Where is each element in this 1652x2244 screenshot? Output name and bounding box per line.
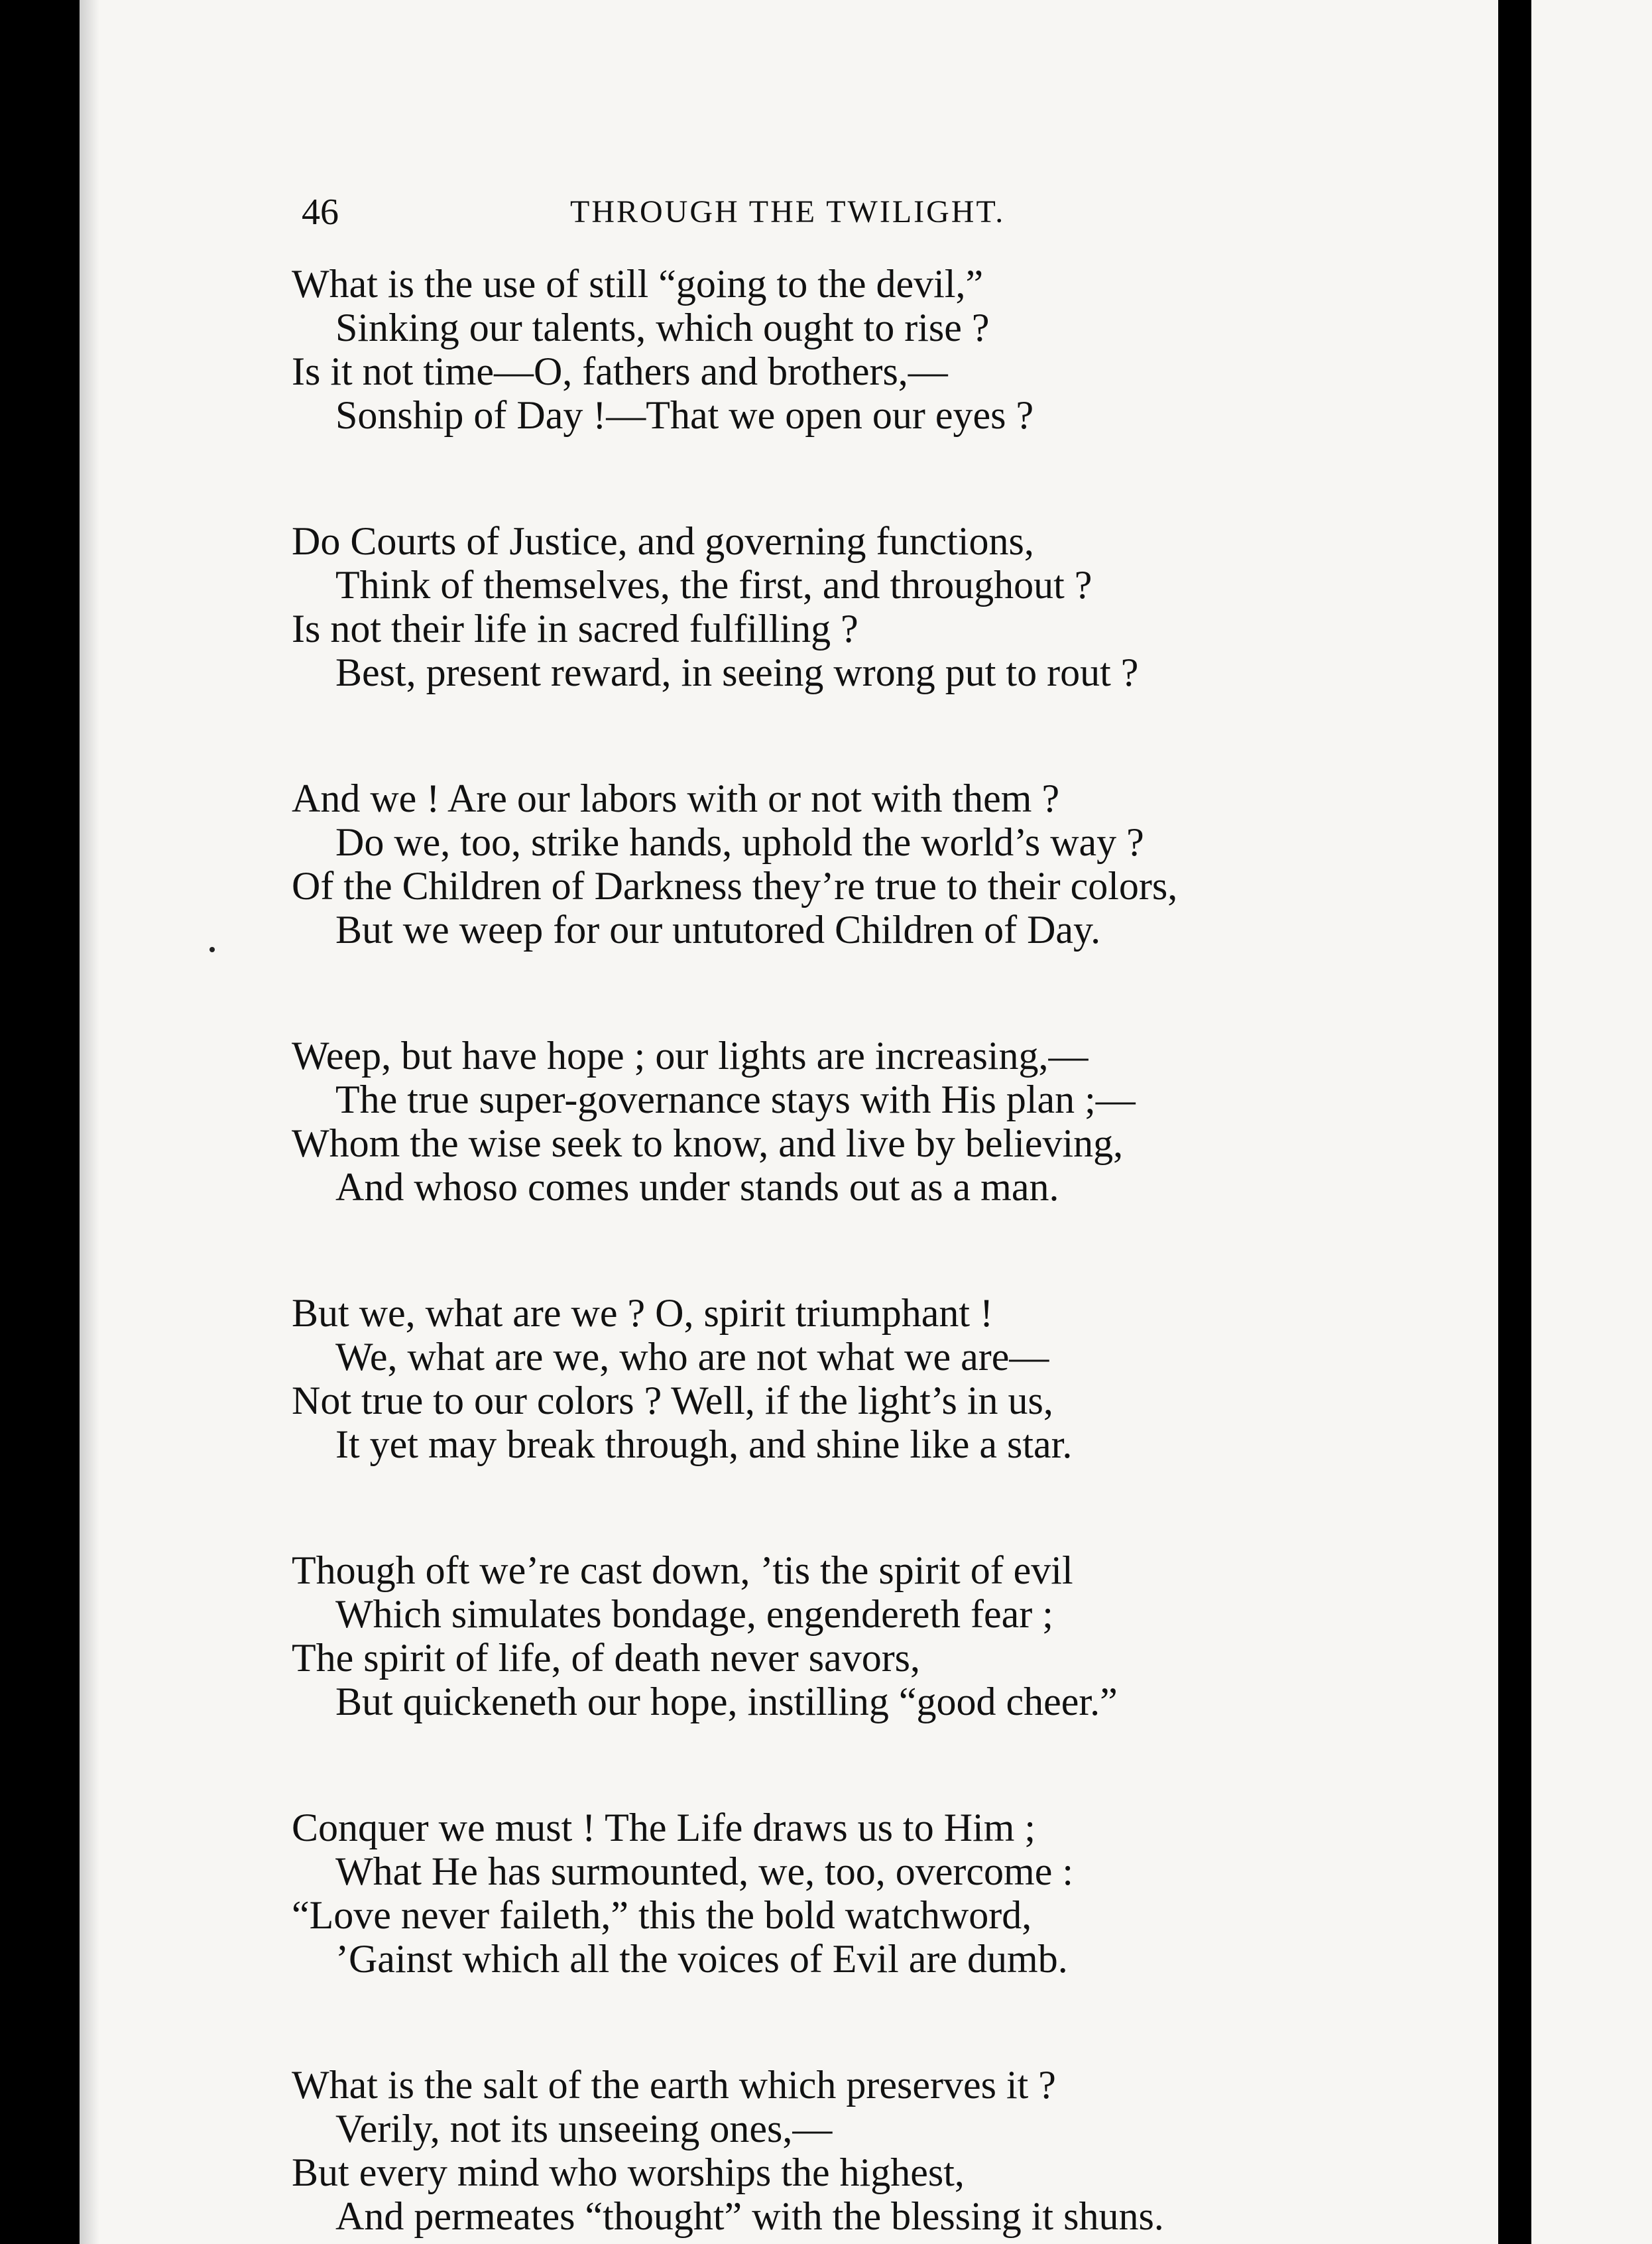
poem-line: Conquer we must ! The Life draws us to Him ; — [292, 1806, 1036, 1849]
poem-line: What He has surmounted, we, too, overcome : — [335, 1849, 1074, 1893]
poem-line: Is it not time—O, fathers and brothers,— — [292, 349, 948, 393]
poem-line: And whoso comes under stands out as a man. — [335, 1165, 1059, 1209]
stanza — [292, 2063, 1366, 2238]
poem-line: Sonship of Day !—That we open our eyes ? — [335, 393, 1034, 437]
stanza — [292, 519, 1366, 694]
poem-line: Of the Children of Darkness they’re true to their colors, — [292, 864, 1178, 908]
poem-line: Is not their life in sacred fulfilling ? — [292, 607, 858, 651]
poem-line: Think of themselves, the first, and throughout ? — [335, 563, 1092, 607]
poem-line: But we, what are we ? O, spirit triumphant ! — [292, 1291, 994, 1335]
poem-line: But quickeneth our hope, instilling “good cheer.” — [335, 1680, 1118, 1723]
poem-line: And we ! Are our labors with or not with them ? — [292, 777, 1060, 820]
stanza — [292, 1806, 1366, 1981]
poem-line: But we weep for our untutored Children of Day. — [335, 908, 1101, 952]
stanza — [292, 1034, 1366, 1209]
running-head: THROUGH THE TWILIGHT. — [570, 194, 1006, 229]
stanza — [292, 777, 1366, 952]
poem-line: Not true to our colors ? Well, if the light’s in us, — [292, 1379, 1053, 1422]
poem-line: What is the salt of the earth which preserves it ? — [292, 2063, 1056, 2107]
poem-line: Which simulates bondage, engendereth fear ; — [335, 1592, 1053, 1636]
poem-line: “Love never faileth,” this the bold watchword, — [292, 1893, 1032, 1937]
print-speck — [209, 947, 215, 952]
poem-line: Do we, too, strike hands, uphold the world’s way ? — [335, 820, 1144, 864]
poem-line: The spirit of life, of death never savors, — [292, 1636, 921, 1680]
poem-line: Verily, not its unseeing ones,— — [335, 2107, 833, 2150]
poem-line: But every mind who worships the highest, — [292, 2150, 965, 2194]
poem-body — [292, 262, 1366, 2238]
poem-line: Sinking our talents, which ought to rise ? — [335, 306, 990, 349]
poem-line: Weep, but have hope ; our lights are increasing,— — [292, 1034, 1089, 1078]
poem-line: Best, present reward, in seeing wrong put to rout ? — [335, 651, 1139, 694]
stanza — [292, 1291, 1366, 1466]
stanza — [292, 1548, 1366, 1723]
gutter-shadow — [80, 0, 99, 2244]
poem-line: Do Courts of Justice, and governing functions, — [292, 519, 1034, 563]
poem-line: We, what are we, who are not what we are— — [335, 1335, 1049, 1379]
stanza — [292, 262, 1366, 437]
poem-line: The true super-governance stays with His plan ;— — [335, 1078, 1136, 1121]
poem-line: Though oft we’re cast down, ’tis the spirit of evil — [292, 1548, 1073, 1592]
poem-line: And permeates “thought” with the blessing it shuns. — [335, 2194, 1164, 2238]
poem-line: It yet may break through, and shine like a star. — [335, 1422, 1073, 1466]
poem-line: What is the use of still “going to the devil,” — [292, 262, 984, 306]
page-header — [302, 189, 1084, 235]
poem-line: ’Gainst which all the voices of Evil are dumb. — [335, 1937, 1068, 1981]
adjacent-page-edge — [1531, 0, 1652, 2244]
page-number: 46 — [302, 192, 339, 233]
poem-line: Whom the wise seek to know, and live by believing, — [292, 1121, 1124, 1165]
